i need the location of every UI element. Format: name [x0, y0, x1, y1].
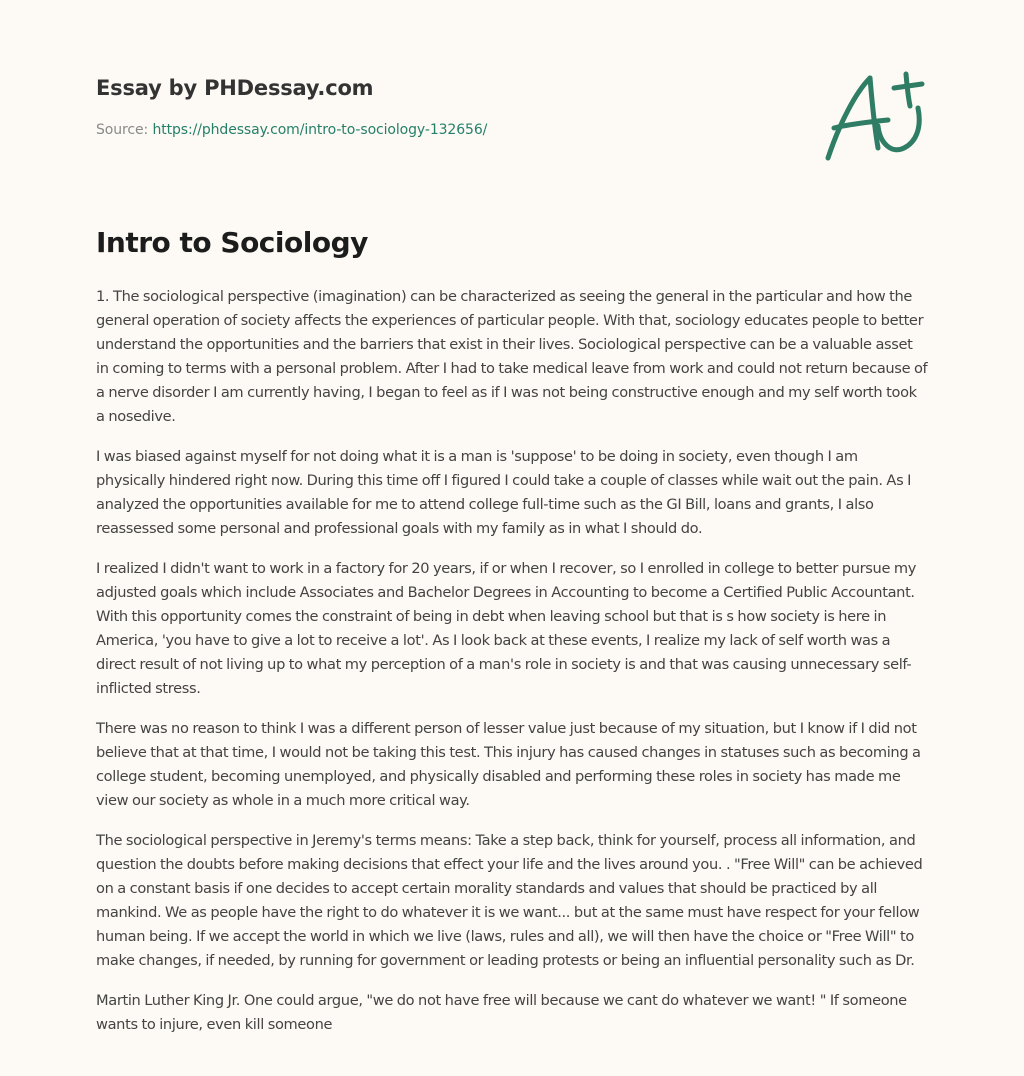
essay-paragraph: I was biased against myself for not doing what it is a man is 'suppose' to be doing in society, even though I am physically hindered right now. During this time off I figured I could take a couple of classes while wait out the pain. As I analyzed the opportunities available for me to attend college full-time such as the GI Bill, loans and grants, I also reassessed some personal and professional goals with my family as in what I should do. — [96, 448, 912, 537]
essay-paragraph: There was no reason to think I was a different person of lesser value just because of my situation, but I know if I did not believe that at that time, I would not be taking this test. This injury has caused changes in statuses such as becoming a college student, becoming unemployed, and physically disabled and performing these roles in society has made me view our society as whole in a much more critical way. — [96, 720, 921, 809]
essay-paragraph: 1. The sociological perspective (imagination) can be characterized as seeing the general in the particular and how the general operation of society affects the experiences of particular people. With that, sociology educates people to better understand the opportunities and the barriers that exist in their lives. Sociological perspective can be a valuable asset in coming to terms with a personal problem. After I had to take medical leave from work and could not return because of a nerve disorder I am currently having, I began to feel as if I was not being constructive enough and my self worth took a nosedive. — [96, 288, 928, 425]
essay-body — [96, 285, 928, 1053]
essay-paragraph: Martin Luther King Jr. One could argue, "we do not have free will because we cant do whatever we want! " If someone wants to injure, even kill someone — [96, 992, 907, 1033]
source-link[interactable]: https://phdessay.com/intro-to-sociology-132656/ — [152, 122, 488, 138]
essay-paragraph: I realized I didn't want to work in a factory for 20 years, if or when I recover, so I enrolled in college to better pursue my adjusted goals which include Associates and Bachelor Degrees in Accounting to become a Certified Public Accountant. With this opportunity comes the constraint of being in debt when leaving school but that is s how society is here in America, 'you have to give a lot to receive a lot'. As I look back at these events, I realize my lack of self worth was a direct result of not living up to what my perception of a man's role in society is and that was causing unnecessary self-inflicted stress. — [96, 560, 917, 697]
page-header — [96, 76, 796, 138]
source-label: Source: — [96, 122, 149, 138]
essay-paragraph: The sociological perspective in Jeremy's terms means: Take a step back, think for yourself, process all information, and question the doubts before making decisions that effect your life and the lives around you. . "Free Will" can be achieved on a constant basis if one decides to accept certain morality standards and values that should be practiced by all mankind. We as people have the right to do whatever it is we want... but at the same must have respect for your fellow human being. If we accept the world in which we live (laws, rules and all), we will then have the choice or "Free Will" to make changes, if needed, by running for government or leading protests or being an influential personality such as Dr. — [96, 832, 923, 969]
source-line — [96, 122, 796, 138]
site-title: Essay by PHDessay.com — [96, 76, 374, 100]
essay-title: Intro to Sociology — [96, 226, 368, 259]
a-plus-grade-icon — [818, 62, 938, 172]
